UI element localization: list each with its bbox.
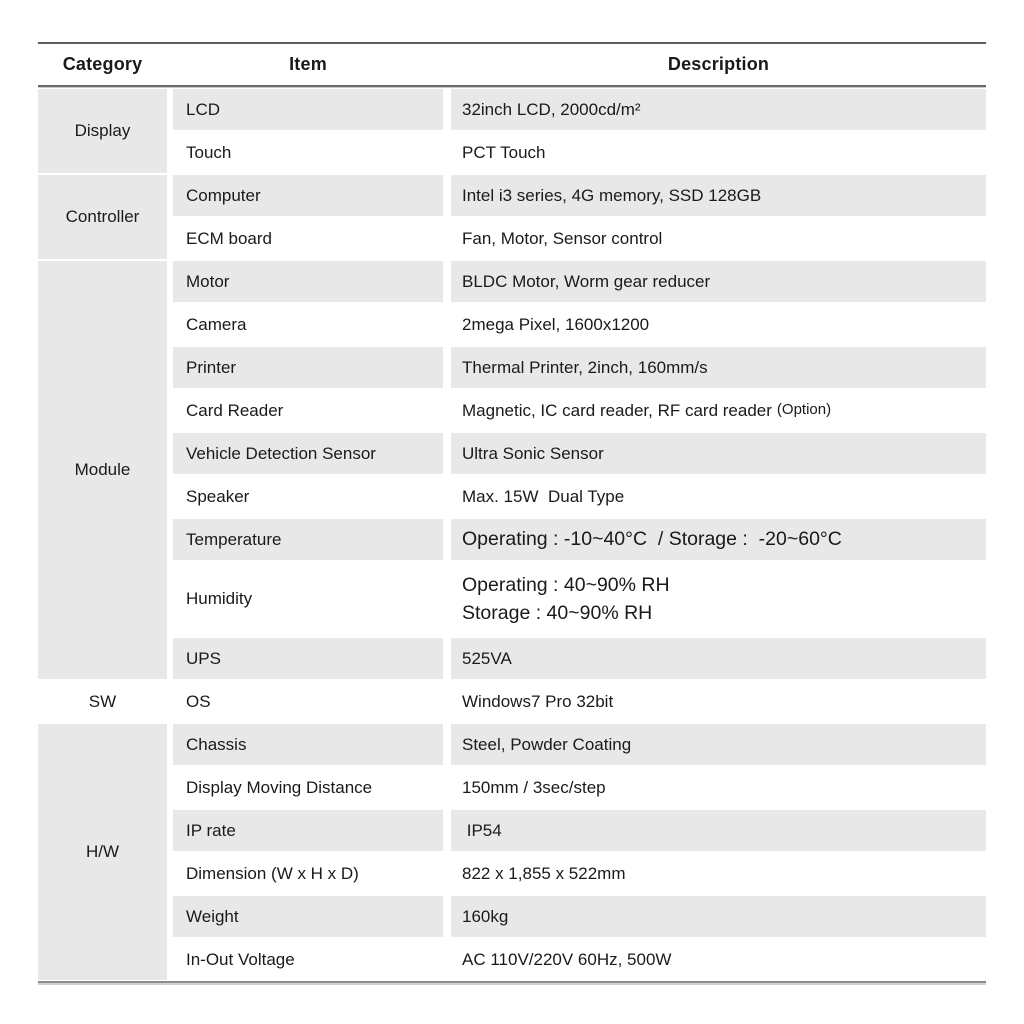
description-cell: [451, 767, 986, 808]
table-body: [38, 89, 986, 980]
item-cell: Weight: [173, 896, 443, 937]
spec-table: [38, 42, 986, 985]
description-text: Magnetic, IC card reader, RF card reader: [462, 400, 772, 420]
category-cell-module: Module: [38, 261, 167, 679]
category-cell-display: Display: [38, 89, 167, 173]
description-text: 160kg: [462, 906, 509, 926]
category-cell-sw: SW: [38, 681, 167, 722]
item-cell: Temperature: [173, 519, 443, 560]
description-text: Steel, Powder Coating: [462, 734, 632, 754]
description-line: Operating : 40~90% RH: [462, 573, 670, 596]
category-cell-h-w: H/W: [38, 724, 167, 980]
description-text: Operating : -10~40°C / Storage : -20~60°C: [462, 528, 842, 551]
description-text: PCT Touch: [462, 142, 546, 162]
description-text: 150mm / 3sec/step: [462, 777, 606, 797]
description-cell: [451, 896, 986, 937]
item-cell: Dimension (W x H x D): [173, 853, 443, 894]
description-cell: [451, 175, 986, 216]
description-text: 525VA: [462, 648, 512, 668]
item-cell: ECM board: [173, 218, 443, 259]
description-cell: [451, 476, 986, 517]
description-cell: [451, 132, 986, 173]
description-text: 32inch LCD, 2000cd/m²: [462, 99, 641, 119]
item-cell: UPS: [173, 638, 443, 679]
description-text: Thermal Printer, 2inch, 160mm/s: [462, 357, 708, 377]
description-text: 822 x 1,855 x 522mm: [462, 863, 626, 883]
description-text: Max. 15W Dual Type: [462, 486, 625, 506]
description-cell: [451, 939, 986, 980]
description-text: 2mega Pixel, 1600x1200: [462, 314, 650, 334]
item-cell: OS: [173, 681, 443, 722]
description-cell: [451, 304, 986, 345]
item-cell: Printer: [173, 347, 443, 388]
description-cell: [451, 562, 986, 636]
description-text: Windows7 Pro 32bit: [462, 691, 614, 711]
description-note: (Option): [776, 401, 832, 419]
header-separator-light: [38, 87, 986, 88]
item-cell: LCD: [173, 89, 443, 130]
description-text: Ultra Sonic Sensor: [462, 443, 604, 463]
description-cell: [451, 853, 986, 894]
item-cell: Speaker: [173, 476, 443, 517]
item-cell: Card Reader: [173, 390, 443, 431]
item-cell: Humidity: [173, 562, 443, 636]
header-item: Item: [289, 54, 327, 74]
item-cell: Vehicle Detection Sensor: [173, 433, 443, 474]
description-cell: [451, 218, 986, 259]
description-cell: [451, 519, 986, 560]
item-cell: In-Out Voltage: [173, 939, 443, 980]
description-text: Fan, Motor, Sensor control: [462, 228, 663, 248]
description-text: BLDC Motor, Worm gear reducer: [462, 271, 711, 291]
item-cell: Motor: [173, 261, 443, 302]
description-cell: [451, 810, 986, 851]
description-text: Intel i3 series, 4G memory, SSD 128GB: [462, 185, 762, 205]
item-cell: Camera: [173, 304, 443, 345]
description-text: AC 110V/220V 60Hz, 500W: [462, 949, 672, 969]
item-cell: Display Moving Distance: [173, 767, 443, 808]
description-line: Storage : 40~90% RH: [462, 602, 653, 624]
description-cell: [451, 433, 986, 474]
table-bottom-border-light: [38, 983, 986, 985]
description-cell: [451, 724, 986, 765]
header-description: Description: [667, 54, 770, 74]
item-cell: IP rate: [173, 810, 443, 851]
table-header-row: [38, 44, 986, 85]
item-cell: Touch: [173, 132, 443, 173]
item-cell: Chassis: [173, 724, 443, 765]
description-cell: [451, 638, 986, 679]
description-cell: [451, 347, 986, 388]
category-cell-controller: Controller: [38, 175, 167, 259]
description-cell: [451, 681, 986, 722]
header-category: Category: [62, 54, 143, 74]
description-cell: [451, 390, 986, 431]
description-text: IP54: [462, 820, 502, 840]
item-cell: Computer: [173, 175, 443, 216]
description-cell: [451, 261, 986, 302]
description-cell: [451, 89, 986, 130]
